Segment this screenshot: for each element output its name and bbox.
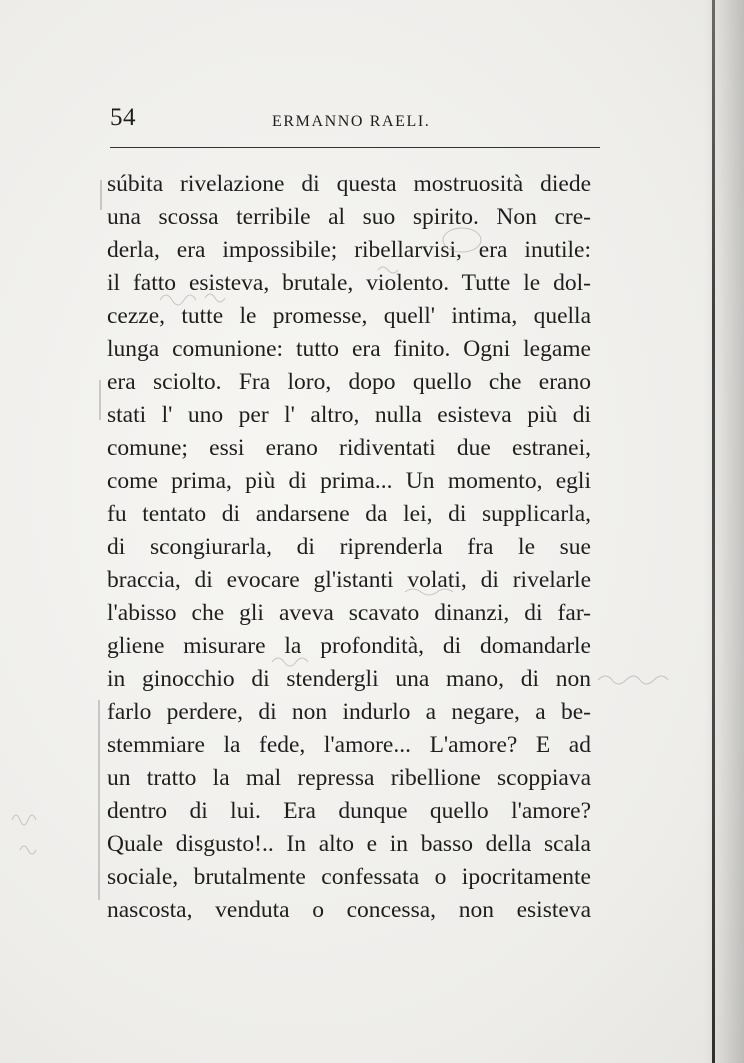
text-line: Quale disgusto!.. In alto e in basso della scala [107,831,591,857]
text-line: súbita rivelazione di questa mostruosità diede [107,171,591,197]
text-line: un tratto la mal repressa ribellione scoppiava [107,765,591,791]
text-line: derla, era impossibile; ribellarvisi, era inutile: [107,237,591,263]
text-line: stemmiare la fede, l'amore... L'amore? E ad [107,732,591,758]
text-line: nascosta, venduta o concessa, non esisteva [107,897,591,923]
header-rule [110,147,600,148]
text-line: fu tentato di andarsene da lei, di supplicarla, [107,501,591,527]
text-line: dentro di lui. Era dunque quello l'amore? [107,798,591,824]
spine-shadow [704,0,744,1063]
text-line: il fatto esisteva, brutale, violento. Tutte le dol- [107,270,591,296]
text-line: in ginocchio di stendergli una mano, di non [107,666,591,692]
text-line: cezze, tutte le promesse, quell' intima, quella [107,303,591,329]
page-header [110,104,600,138]
text-line: gliene misurare la profondità, di domandarle [107,633,591,659]
text-line: braccia, di evocare gl'istanti volati, di rivelarle [107,567,591,593]
text-line: l'abisso che gli aveva scavato dinanzi, di far- [107,600,591,626]
text-line: era sciolto. Fra loro, dopo quello che erano [107,369,591,395]
text-line: lunga comunione: tutto era finito. Ogni legame [107,336,591,362]
page-number: 54 [110,104,136,131]
text-line: sociale, brutalmente confessata o ipocritamente [107,864,591,890]
spine-edge [712,0,715,1063]
text-line: come prima, più di prima... Un momento, egli [107,468,591,494]
text-line: una scossa terribile al suo spirito. Non cre- [107,204,591,230]
running-head: ERMANNO RAELI. [272,113,431,130]
text-line: comune; essi erano ridiventati due estranei, [107,435,591,461]
text-line: stati l' uno per l' altro, nulla esisteva più di [107,402,591,428]
body-text [107,168,591,927]
text-line: farlo perdere, di non indurlo a negare, a be- [107,699,591,725]
text-line: di scongiurarla, di riprenderla fra le sue [107,534,591,560]
